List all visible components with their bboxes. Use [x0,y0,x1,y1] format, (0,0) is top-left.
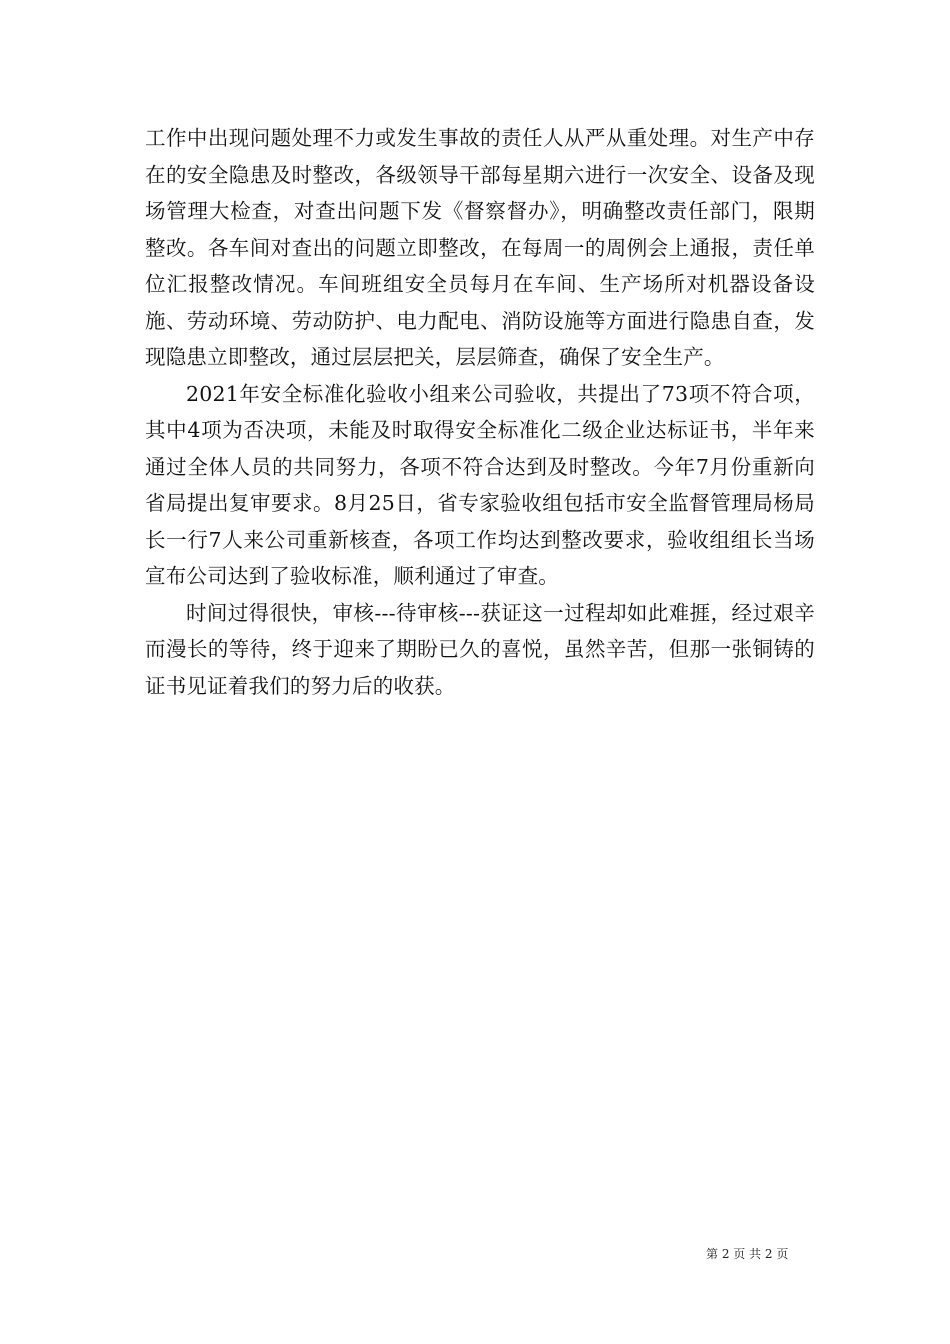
paragraph-2: 2021年安全标准化验收小组来公司验收，共提出了73项不符合项，其中4项为否决项，未能及时取得安全标准化二级企业达标证书，半年来通过全体人员的共同努力，各项不符合达到及时整改。今年7月份重新向省局提出复审要求。8月25日，省专家验收组包括市安全监督管理局杨局长一行7人来公司重新核查，各项工作均达到整改要求，验收组组长当场宣布公司达到了验收标准，顺利通过了审查。 [145,381,815,588]
paragraph-3: 时间过得很快，审核---待审核---获证这一过程却如此难捱，经过艰辛而漫长的等待，终于迎来了期盼已久的喜悦，虽然辛苦，但那一张铜铸的证书见证着我们的努力后的收获。 [145,600,815,698]
document-body [145,120,815,704]
page-number-label: 第 2 页 共 2 页 [706,1247,789,1261]
page-footer [706,1246,788,1262]
paragraph-1: 工作中出现问题处理不力或发生事故的责任人从严从重处理。对生产中存在的安全隐患及时整改，各级领导干部每星期六进行一次安全、设备及现场管理大检查，对查出问题下发《督察督办》，明确整改责任部门，限期整改。各车间对查出的问题立即整改，在每周一的周例会上通报，责任单位汇报整改情况。车间班组安全员每月在车间、生产场所对机器设备设施、劳动环境、劳动防护、电力配电、消防设施等方面进行隐患自查，发现隐患立即整改，通过层层把关，层层筛查，确保了安全生产。 [145,126,815,369]
